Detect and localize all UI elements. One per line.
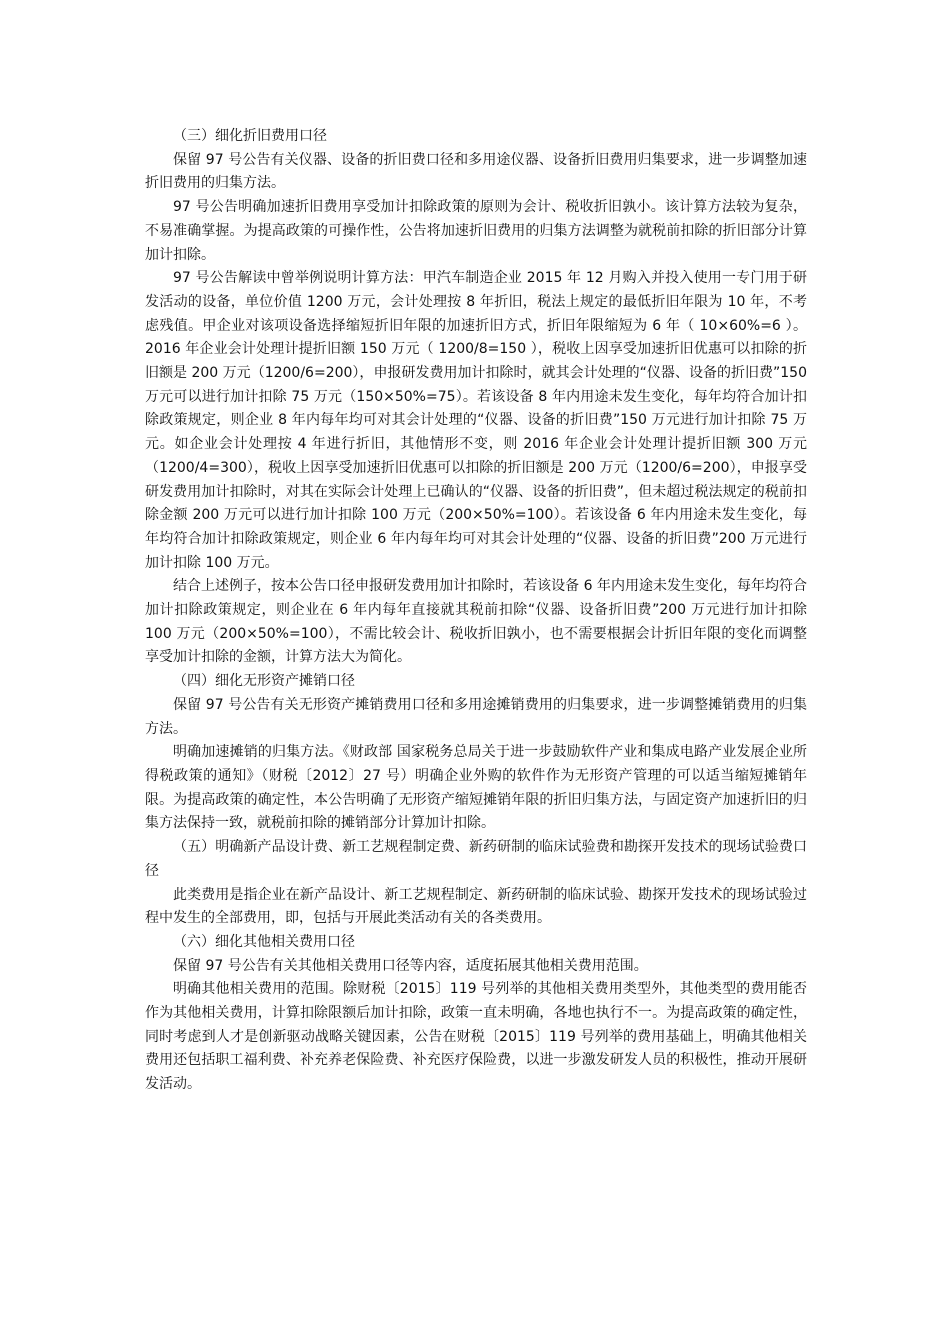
section-heading-depreciation: （三）细化折旧费用口径 xyxy=(173,128,327,144)
section-heading-new-product-fees: （五）明确新产品设计费、新工艺规程制定费、新药研制的临床试验费和勘探开发技术的现场试验费口径 xyxy=(145,839,807,879)
section-heading-other-expenses: （六）细化其他相关费用口径 xyxy=(173,933,355,950)
paragraph: 明确其他相关费用的范围。除财税〔2015〕119 号列举的其他相关费用类型外，其他类型的费用能否作为其他相关费用，计算扣除限额后加计扣除，政策一直未明确，各地也执行不一。为提高政策的确定性，同时考虑到人才是创新驱动战略关键因素，公告在财税〔2015〕119 号列举的费用基础上，明确其他相关费用还包括职工福利费、补充养老保险费、补充医疗保险费，以进一步激发研发人员的积极性，推动开展研发活动。 xyxy=(145,981,807,1093)
section-heading-intangible-assets: （四）细化无形资产摊销口径 xyxy=(173,673,355,690)
paragraph: 97 号公告明确加速折旧费用享受加计扣除政策的原则为会计、税收折旧孰小。该计算方法较为复杂，不易准确掌握。为提高政策的可操作性，公告将加速折旧费用的归集方法调整为就税前扣除的折旧部分计算加计扣除。 xyxy=(145,199,807,263)
paragraph: 保留 97 号公告有关仪器、设备的折旧费口径和多用途仪器、设备折旧费用归集要求，进一步调整加速折旧费用的归集方法。 xyxy=(145,151,807,192)
paragraph: 结合上述例子，按本公告口径申报研发费用加计扣除时，若该设备 6 年内用途未发生变化，每年均符合加计扣除政策规定，则企业在 6 年内每年直接就其税前扣除“仪器、设备折旧费”200 万元进行加计扣除 100 万元（200×50%=100），不需比较会计、税收折旧孰小，也不需要根据会计折旧年限的变化而调整享受加计扣除的金额，计算方法大为简化。 xyxy=(145,578,807,666)
paragraph: 97 号公告解读中曾举例说明计算方法：甲汽车制造企业 2015 年 12 月购入并投入使用一专门用于研发活动的设备，单位价值 1200 万元，会计处理按 8 年折旧，税法上规定的最低折旧年限为 10 年，不考虑残值。甲企业对该项设备选择缩短折旧年限的加速折旧方式，折旧年限缩短为 6 年（ 10×60%=6 ）。 2016 年企业会计处理计提折旧额 150 万元（ 1200/8=150 ），税收上因享受加速折旧优惠可以扣除的折旧额是 200 万元（1200/6=200），申报研发费用加计扣除时，就其会计处理的“仪器、设备的折旧费”150 万元可以进行加计扣除 75 万元（150×50%=75）。若该设备 8 年内用途未发生变化，每年均符合加计扣除政策规定，则企业 8 年内每年均可对其会计处理的“仪器、设备的折旧费”150 万元进行加计扣除 75 万元。如企业会计处理按 4 年进行折旧，其他情形不变，则 2016 年企业会计处理计提折旧额 300 万元（1200/4=300），税收上因享受加速折旧优惠可以扣除的折旧额是 200 万元（1200/6=200），申报享受研发费用加计扣除时，对其在实际会计处理上已确认的“仪器、设备的折旧费”，但未超过税法规定的税前扣除金额 200 万元可以进行加计扣除 100 万元（200×50%=100）。若该设备 6 年内用途未发生变化，每年均符合加计扣除政策规定，则企业 6 年内每年均可对其会计处理的“仪器、设备的折旧费”200 万元进行加计扣除 100 万元。 xyxy=(145,270,807,571)
paragraph: 保留 97 号公告有关其他相关费用口径等内容，适度拓展其他相关费用范围。 xyxy=(173,957,648,974)
paragraph: 此类费用是指企业在新产品设计、新工艺规程制定、新药研制的临床试验、勘探开发技术的现场试验过程中发生的全部费用，即，包括与开展此类活动有关的各类费用。 xyxy=(145,886,807,927)
paragraph: 明确加速摊销的归集方法。《财政部 国家税务总局关于进一步鼓励软件产业和集成电路产业发展企业所得税政策的通知》（财税〔2012〕27 号）明确企业外购的软件作为无形资产管理的可以适当缩短摊销年限。为提高政策的确定性，本公告明确了无形资产缩短摊销年限的折旧归集方法，与固定资产加速折旧的归集方法保持一致，就税前扣除的摊销部分计算加计扣除。 xyxy=(145,744,807,832)
paragraph: 保留 97 号公告有关无形资产摊销费用口径和多用途摊销费用的归集要求，进一步调整摊销费用的归集方法。 xyxy=(145,696,807,737)
document-body xyxy=(145,125,807,1097)
